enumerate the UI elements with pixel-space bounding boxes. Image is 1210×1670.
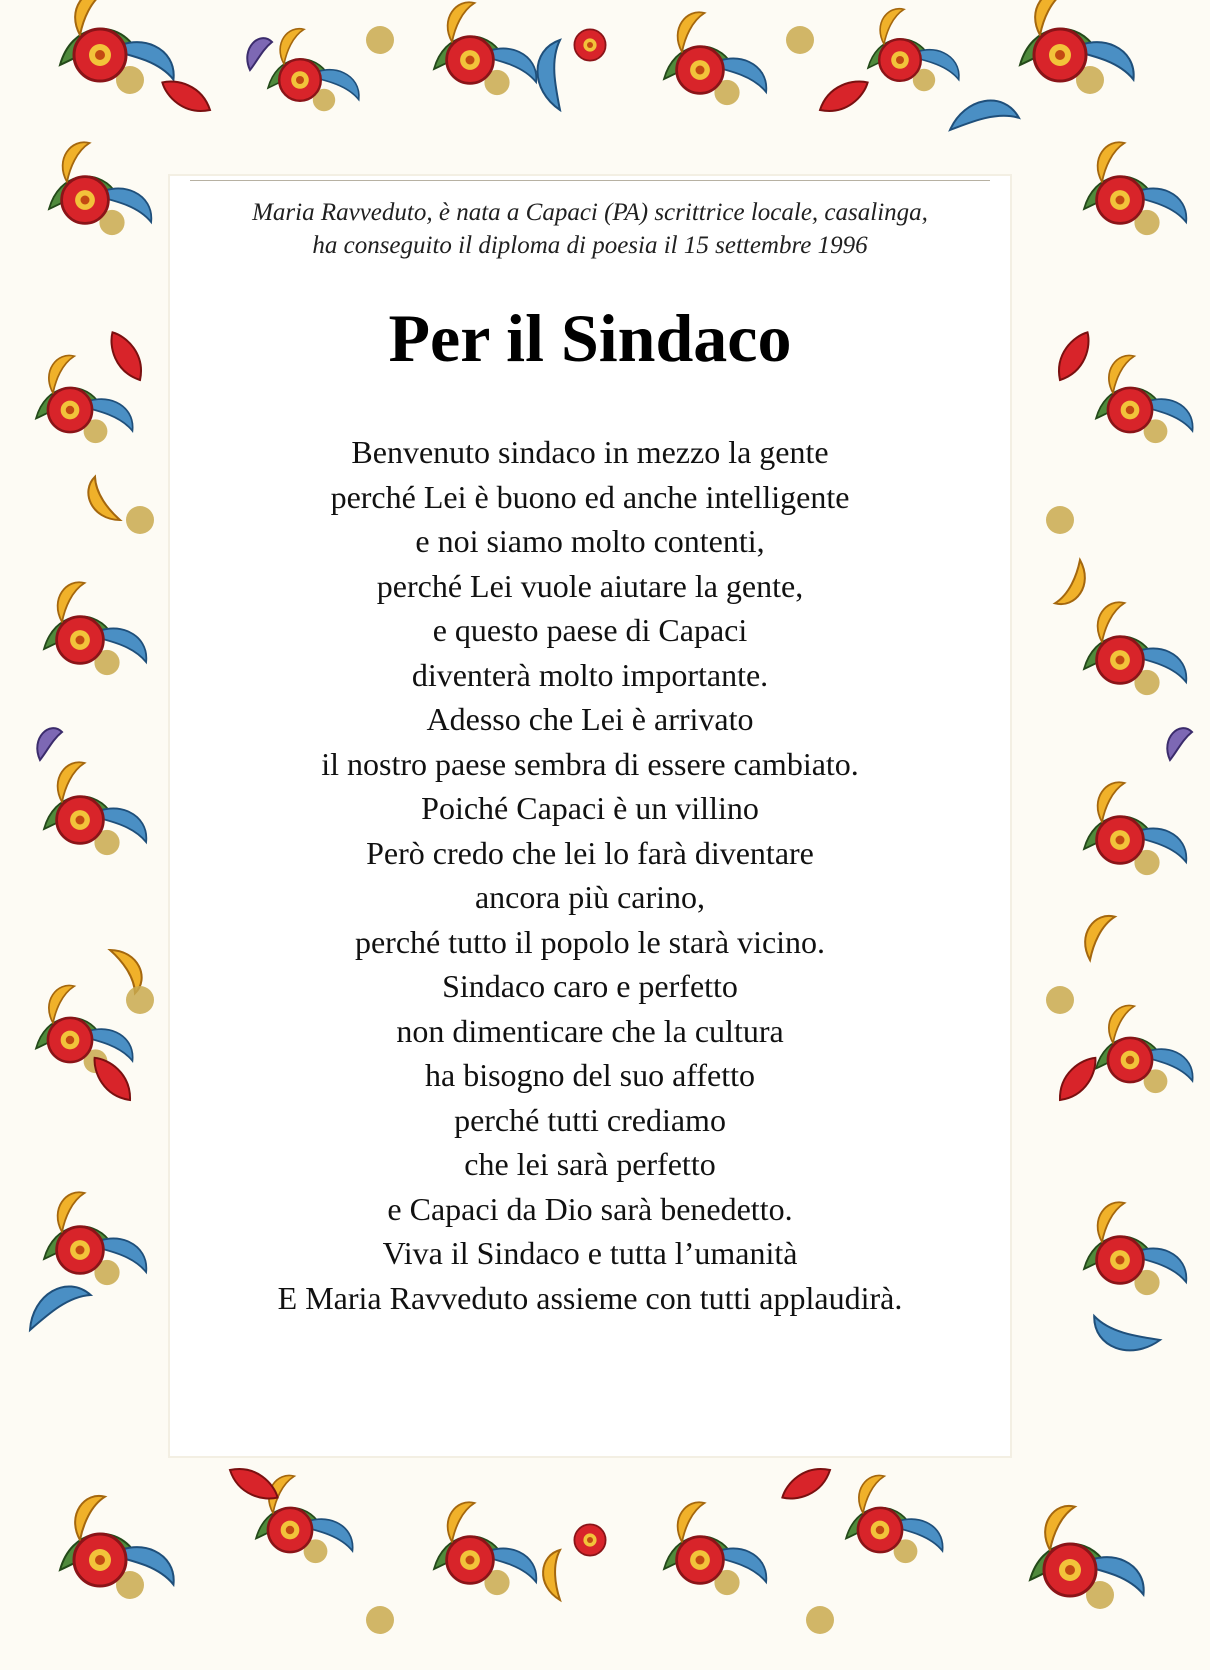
author-note-line-1: Maria Ravveduto, è nata a Capaci (PA) scrittrice locale, casalinga, xyxy=(252,199,928,226)
poem-line: il nostro paese sembra di essere cambiato. xyxy=(321,745,859,782)
border-right xyxy=(1046,135,1201,1361)
poem-line: Viva il Sindaco e tutta l’umanità xyxy=(382,1235,798,1271)
poem-line: Sindaco caro e perfetto xyxy=(442,968,738,1004)
text-panel xyxy=(170,176,1010,1456)
poem-title: Per il Sindaco xyxy=(388,300,792,376)
poem-line: e questo paese di Capaci xyxy=(432,612,748,648)
poem-line: Adesso che Lei è arrivato xyxy=(426,701,754,737)
poem-line: e noi siamo molto contenti, xyxy=(415,523,765,559)
poem-line: Benvenuto sindaco in mezzo la gente xyxy=(351,434,829,470)
border-left xyxy=(19,135,160,1330)
poem-line: e Capaci da Dio sarà benedetto. xyxy=(387,1190,793,1227)
poem-line: Poiché Capaci è un villino xyxy=(421,790,759,826)
poem-line: perché Lei è buono ed anche intelligente xyxy=(330,478,850,515)
poem-line: ancora più carino, xyxy=(474,879,706,915)
poem-line: E Maria Ravveduto assieme con tutti applaudirà. xyxy=(277,1279,903,1316)
poem-line: ha bisogno del suo affetto xyxy=(424,1057,755,1093)
poem-body xyxy=(170,430,1010,1320)
poem-line: non dimenticare che la cultura xyxy=(396,1012,784,1049)
poem-line: diventerà molto importante. xyxy=(411,656,769,693)
poem-line: perché tutti crediamo xyxy=(454,1101,726,1138)
border-top xyxy=(52,0,1143,130)
poem-line: perché tutto il popolo le starà vicino. xyxy=(354,923,826,960)
author-note-line-2: ha conseguito il diploma di poesia il 15 settembre 1996 xyxy=(312,232,868,259)
top-rule xyxy=(190,180,990,181)
poem-line: perché Lei vuole aiutare la gente, xyxy=(376,567,804,604)
poem-line: che lei sarà perfetto xyxy=(464,1146,716,1182)
poem-line: Però credo che lei lo farà diventare xyxy=(366,834,814,871)
author-note xyxy=(170,196,1010,262)
